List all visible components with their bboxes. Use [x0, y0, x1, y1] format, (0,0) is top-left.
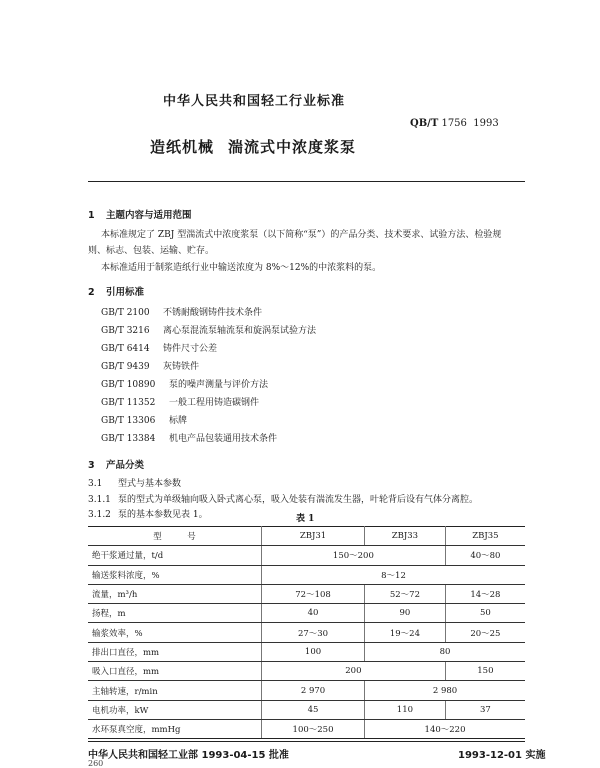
table-cell: 19～24	[365, 623, 446, 642]
ref-title: 铸件尺寸公差	[163, 344, 218, 354]
table-row	[88, 604, 525, 623]
table-1-caption: 表 1	[296, 514, 315, 524]
table-row	[88, 681, 525, 700]
standard-code-prefix: QB/T	[410, 118, 439, 129]
table-cell: 45	[262, 700, 365, 719]
section-2-heading	[88, 284, 144, 298]
standard-code-number: 1756	[441, 118, 467, 129]
table-cell: 40～80	[445, 546, 525, 565]
table-cell: 110	[365, 700, 446, 719]
ref-title: 离心泵混流泵轴流泵和旋涡泵试验方法	[163, 326, 317, 336]
ref-code: GB/T 10890	[101, 380, 156, 390]
ref-item	[101, 431, 277, 444]
section-1-heading	[88, 207, 192, 221]
ref-title: 泵的噪声测量与评价方法	[169, 380, 269, 390]
ref-code: GB/T 2100	[101, 308, 150, 318]
table-cell: 150～200	[262, 546, 446, 565]
parameters-table	[88, 526, 525, 739]
clause-3-1-1	[88, 492, 478, 505]
clause-3-1-text: 型式与基本参数	[118, 479, 182, 489]
row-label: 扬程，m	[88, 604, 262, 623]
section-3-title: 产品分类	[106, 460, 145, 471]
ref-title: 机电产品包装通用技术条件	[169, 434, 278, 444]
row-label: 吸入口直径，mm	[88, 662, 262, 681]
ref-code: GB/T 3216	[101, 326, 150, 336]
table-row	[88, 642, 525, 661]
ref-title: 灰铸铁件	[163, 362, 200, 372]
row-label: 输浆效率，%	[88, 623, 262, 642]
title-main: 造纸机械	[150, 138, 215, 156]
table-cell: 80	[365, 642, 525, 661]
ref-code: GB/T 11352	[101, 398, 156, 408]
table-cell: 100	[262, 642, 365, 661]
section-3-heading	[88, 457, 144, 471]
section-1-title: 主题内容与适用范围	[106, 210, 192, 221]
table-cell: 100～250	[262, 719, 365, 738]
table-row	[88, 700, 525, 719]
implementation-date: 1993-12-01 实施	[458, 750, 546, 761]
row-label: 输送浆料浓度，%	[88, 565, 262, 584]
ref-code: GB/T 6414	[101, 344, 150, 354]
table-cell: 2 980	[365, 681, 525, 700]
header-cell-zbj33: ZBJ33	[365, 527, 446, 546]
clause-3-1	[88, 476, 181, 489]
standard-code	[410, 118, 499, 129]
issuing-organization: 中华人民共和国轻工行业标准	[163, 94, 346, 109]
table-cell: 52～72	[365, 584, 446, 603]
table-row	[88, 565, 525, 584]
clause-3-1-number: 3.1	[88, 479, 103, 489]
table-row	[88, 584, 525, 603]
document-title	[150, 136, 356, 157]
table-cell: 2 970	[262, 681, 365, 700]
ref-item	[101, 413, 187, 426]
clause-3-1-2-number: 3.1.2	[88, 510, 111, 520]
table-cell: 40	[262, 604, 365, 623]
ref-item	[101, 359, 199, 372]
ref-item	[101, 395, 259, 408]
header-cell-zbj31: ZBJ31	[262, 527, 365, 546]
title-divider	[88, 181, 525, 182]
table-cell: 200	[262, 662, 446, 681]
clause-3-1-1-text: 泵的型式为单级轴向吸入卧式离心泵，吸入处装有湍流发生器，叶轮背后设有气体分离腔。	[118, 495, 479, 505]
row-label: 电机功率，kW	[88, 700, 262, 719]
ref-title: 一般工程用铸造碳钢件	[169, 398, 260, 408]
title-sub: 湍流式中浓度浆泵	[228, 138, 357, 156]
approval-note: 中华人民共和国轻工业部 1993-04-15 批准	[88, 750, 289, 761]
section-2-title: 引用标准	[106, 287, 145, 298]
ref-item	[101, 323, 316, 336]
table-cell: 8～12	[262, 565, 526, 584]
row-label: 绝干浆通过量，t/d	[88, 546, 262, 565]
table-cell: 14～28	[445, 584, 525, 603]
section-2-number: 2	[88, 287, 95, 298]
table-cell: 37	[445, 700, 525, 719]
ref-code: GB/T 9439	[101, 362, 150, 372]
table-cell: 90	[365, 604, 446, 623]
row-label: 主轴转速，r/min	[88, 681, 262, 700]
row-label: 流量，m³/h	[88, 584, 262, 603]
table-row	[88, 662, 525, 681]
footer-divider	[88, 741, 525, 742]
table-cell: 20～25	[445, 623, 525, 642]
clause-3-1-2-text: 泵的基本参数见表 1。	[118, 510, 208, 520]
ref-item	[101, 305, 262, 318]
section-1-para2: 本标准适用于制浆造纸行业中输送浓度为 8%～12%的中浓浆料的泵。	[101, 263, 382, 273]
ref-code: GB/T 13306	[101, 416, 156, 426]
standard-year: 1993	[473, 118, 499, 129]
header-cell-zbj35: ZBJ35	[445, 527, 525, 546]
table-cell: 72～108	[262, 584, 365, 603]
table-row	[88, 719, 525, 738]
section-1-number: 1	[88, 210, 95, 221]
ref-title: 标牌	[169, 416, 188, 426]
header-cell-model: 型 号	[88, 527, 262, 546]
table-cell: 27～30	[262, 623, 365, 642]
table-row	[88, 623, 525, 642]
table-header-row	[88, 527, 525, 546]
row-label: 水环泵真空度，mmHg	[88, 719, 262, 738]
clause-3-1-2	[88, 507, 208, 520]
ref-code: GB/T 13384	[101, 434, 156, 444]
section-1-para1-line2: 则、标志、包装、运输、贮存。	[88, 246, 215, 256]
table-cell: 150	[445, 662, 525, 681]
section-1-para1-line1: 本标准规定了 ZBJ 型湍流式中浓度浆泵（以下简称“泵”）的产品分类、技术要求、试验方法、检验规	[101, 230, 502, 240]
ref-item	[101, 341, 217, 354]
row-label: 排出口直径，mm	[88, 642, 262, 661]
table-cell: 50	[445, 604, 525, 623]
ref-item	[101, 377, 268, 390]
table-cell: 140～220	[365, 719, 525, 738]
page-number: 260	[88, 759, 104, 768]
clause-3-1-1-number: 3.1.1	[88, 495, 111, 505]
section-3-number: 3	[88, 460, 95, 471]
table-row	[88, 546, 525, 565]
ref-title: 不锈耐酸钢铸件技术条件	[163, 308, 263, 318]
